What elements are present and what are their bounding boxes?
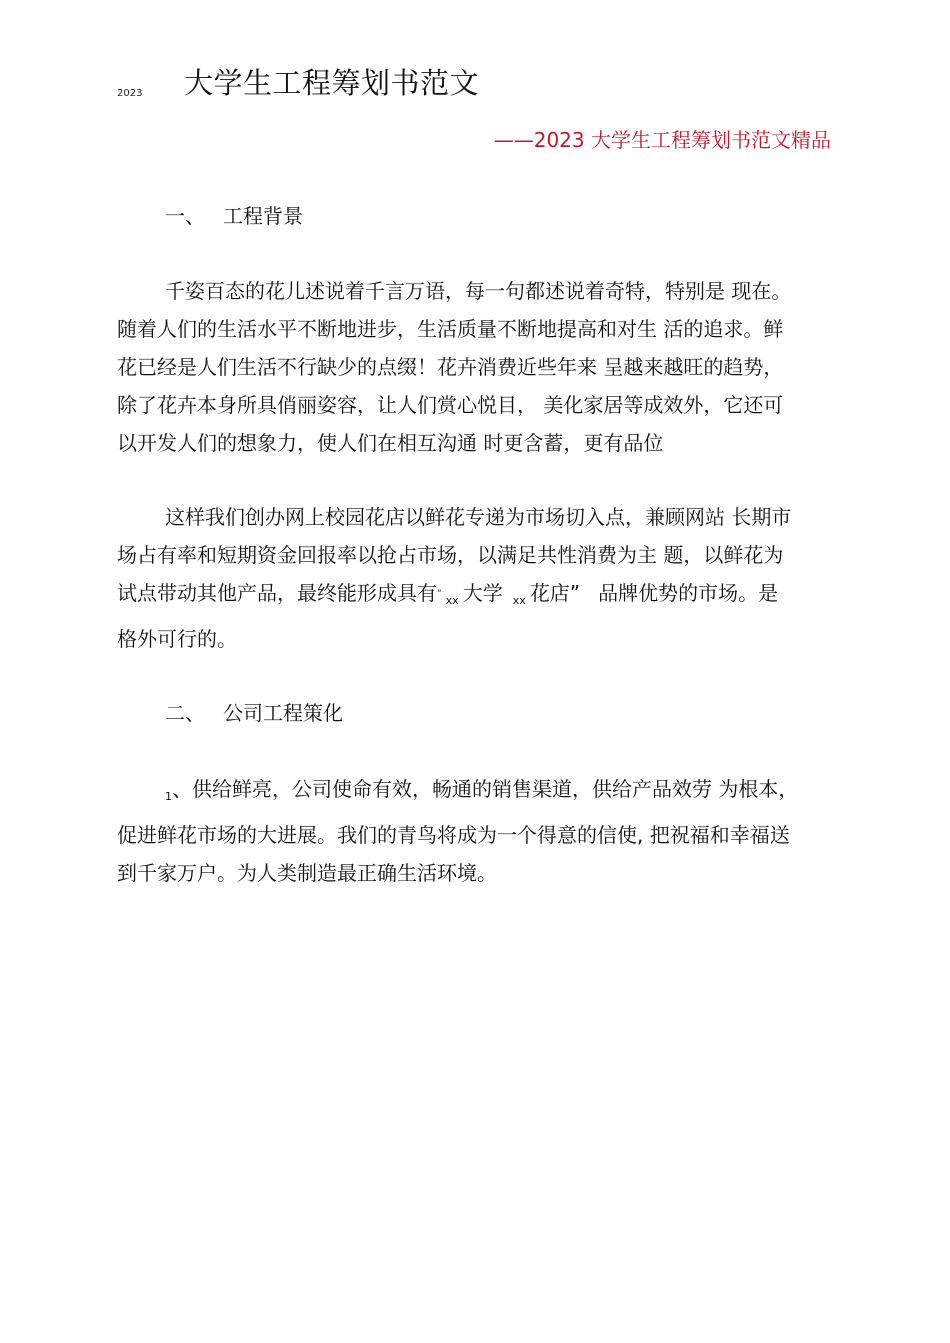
paragraph-line: 随着人们的生活水平不断地进步，生活质量不断地提高和对生 活的追求。鲜: [117, 317, 784, 341]
paragraph-line: 促进鲜花市场的大进展。我们的青鸟将成为一个得意的信使, 把祝福和幸福送: [117, 823, 790, 847]
section-2-title: 公司工程策化: [223, 701, 343, 725]
item-separator: 、: [172, 777, 192, 801]
item-number: 1: [165, 790, 172, 803]
quote-open: “: [437, 589, 442, 599]
paragraph-line: 场占有率和短期资金回报率以抢占市场，以满足共性消费为主 题，以鲜花为: [117, 543, 784, 567]
document-subtitle: ——2023 大学生工程筹划书范文精品: [493, 128, 831, 152]
paragraph-text: 大学: [462, 581, 503, 605]
paragraph-line-with-number: [117, 770, 833, 816]
section-1-paragraph-1: [117, 272, 833, 462]
paragraph-line: 花已经是人们生活不行缺少的点缀！花卉消费近些年来 呈越来越旺的趋势，: [117, 355, 784, 379]
section-1-title: 工程背景: [223, 204, 303, 228]
section-1-heading: [165, 202, 303, 230]
title-year-label: 2023: [117, 88, 143, 99]
paragraph-line: 除了花卉本身所具俏丽姿容，让人们赏心悦目， 美化家居等成效外，它还可: [117, 393, 784, 417]
section-2-paragraph: [117, 770, 833, 892]
placeholder-xx: xx: [445, 594, 459, 607]
paragraph-line: 格外可行的。: [117, 627, 237, 651]
section-1-number: 一、: [165, 204, 205, 228]
paragraph-line-with-brand: [117, 574, 833, 620]
placeholder-xx: xx: [512, 594, 526, 607]
paragraph-line: 到千家万户。为人类制造最正确生活环境。: [117, 861, 497, 885]
section-2-number: 二、: [165, 701, 205, 725]
paragraph-line: 这样我们创办网上校园花店以鲜花专递为市场切入点，兼顾网站 长期市: [165, 505, 792, 529]
paragraph-text: 花店”: [529, 581, 581, 605]
paragraph-text: 品牌优势的市场。是: [598, 581, 779, 605]
section-2-heading: [165, 699, 343, 727]
paragraph-line: 以开发人们的想象力，使人们在相互沟通 时更含蓄，更有品位: [117, 431, 664, 455]
document-title: 大学生工程筹划书范文: [184, 66, 480, 100]
paragraph-text: 供给鲜亮，公司使命有效，畅通的销售渠道，供给产品效劳 为根本，: [192, 777, 799, 801]
paragraph-text: 试点带动其他产品，最终能形成具有: [117, 581, 437, 605]
paragraph-line: 千姿百态的花儿述说着千言万语，每一句都述说着奇特，特别是 现在。: [165, 279, 792, 303]
section-1-paragraph-2: [117, 498, 833, 658]
